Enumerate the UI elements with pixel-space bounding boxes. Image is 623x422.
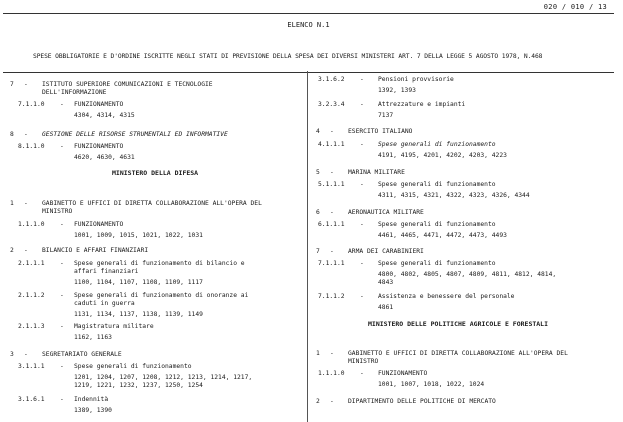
item-label: FUNZIONAMENTO	[74, 221, 124, 228]
item-label: Spese generali di funzionamento	[378, 181, 496, 188]
item-chapters: 4461, 4465, 4471, 4472, 4473, 4493	[378, 232, 507, 239]
item-chapters: 4861	[378, 304, 394, 311]
page-number: 020 / 010 / 13	[543, 3, 607, 11]
item-label: Spese generali di funzionamento di bilancio e	[74, 260, 245, 267]
section-dash: -	[24, 351, 28, 358]
item-label: Attrezzature e impianti	[378, 101, 466, 108]
item-label: FUNZIONAMENTO	[74, 143, 124, 150]
item-dash: -	[360, 141, 364, 148]
section-title: GESTIONE DELLE RISORSE STRUMENTALI ED INFORMATIVE	[42, 131, 228, 138]
item-dash: -	[60, 292, 64, 299]
item-label: Spese generali di funzionamento	[378, 221, 496, 228]
item-label: Assistenza e benessere del personale	[378, 293, 515, 300]
item-dash: -	[360, 370, 364, 377]
item-chapters: 4800, 4802, 4805, 4807, 4809, 4811, 4812, 4814,	[378, 271, 557, 278]
item-label: Spese generali di funzionamento	[74, 363, 192, 370]
item-code: 5.1.1.1	[318, 181, 345, 188]
section-number: 4	[316, 128, 320, 135]
section-dash: -	[330, 128, 334, 135]
section-number: 6	[316, 209, 320, 216]
item-label: Indennità	[74, 396, 109, 403]
item-chapters: 4620, 4630, 4631	[74, 154, 135, 161]
ministry-title: MINISTERO DELLE POLITICHE AGRICOLE E FORESTALI	[368, 320, 549, 328]
item-chapters: 1001, 1009, 1015, 1021, 1022, 1031	[74, 232, 203, 239]
item-chapters: 1001, 1007, 1018, 1022, 1024	[378, 381, 485, 388]
section-title: GABINETTO E UFFICI DI DIRETTA COLLABORAZIONE ALL'OPERA DEL	[348, 350, 568, 357]
item-dash: -	[360, 101, 364, 108]
item-dash: -	[60, 363, 64, 370]
column-divider	[307, 71, 308, 422]
item-dash: -	[60, 221, 64, 228]
item-dash: -	[60, 396, 64, 403]
item-code: 6.1.1.1	[318, 221, 345, 228]
section-dash: -	[330, 248, 334, 255]
section-dash: -	[24, 200, 28, 207]
item-chapters: 1201, 1204, 1207, 1208, 1212, 1213, 1214, 1217,	[74, 374, 253, 381]
item-label-cont: affari finanziari	[74, 268, 139, 275]
document-title: ELENCO N.1	[287, 21, 330, 29]
section-dash: -	[24, 131, 28, 138]
section-number: 3	[10, 351, 14, 358]
item-chapters: 1392, 1393	[378, 87, 416, 94]
section-dash: -	[24, 81, 28, 88]
item-code: 7.1.1.1	[318, 260, 345, 267]
section-dash: -	[24, 247, 28, 254]
item-label: Spese generali di funzionamento di onoranze ai	[74, 292, 249, 299]
section-title: DIPARTIMENTO DELLE POLITICHE DI MERCATO	[348, 398, 496, 405]
item-chapters: 1100, 1104, 1107, 1108, 1109, 1117	[74, 279, 203, 286]
section-number: 2	[10, 247, 14, 254]
item-chapters: 4311, 4315, 4321, 4322, 4323, 4326, 4344	[378, 192, 530, 199]
item-code: 3.1.1.1	[18, 363, 45, 370]
item-code: 3.2.3.4	[318, 101, 345, 108]
section-title: ESERCITO ITALIANO	[348, 128, 413, 135]
item-chapters: 1162, 1163	[74, 334, 112, 341]
section-title: SEGRETARIATO GENERALE	[42, 351, 122, 358]
section-title-cont: DELL'INFORMAZIONE	[42, 89, 107, 96]
section-number: 7	[316, 248, 320, 255]
item-chapters: 1389, 1390	[74, 407, 112, 414]
document-header	[3, 13, 614, 73]
section-title-cont: MINISTRO	[42, 208, 73, 215]
item-label: FUNZIONAMENTO	[378, 370, 428, 377]
section-dash: -	[330, 209, 334, 216]
item-code: 4.1.1.1	[318, 141, 345, 148]
item-code: 2.1.1.2	[18, 292, 45, 299]
item-chapters: 4304, 4314, 4315	[74, 112, 135, 119]
item-dash: -	[360, 76, 364, 83]
item-label: Spese generali di funzionamento	[378, 141, 496, 148]
section-title-cont: MINISTRO	[348, 358, 379, 365]
item-code: 8.1.1.0	[18, 143, 45, 150]
item-label: Magistratura militare	[74, 323, 154, 330]
item-code: 7.1.1.2	[318, 293, 345, 300]
item-code: 1.1.1.0	[18, 221, 45, 228]
item-chapters: 1131, 1134, 1137, 1138, 1139, 1149	[74, 311, 203, 318]
item-chapters-cont: 1219, 1221, 1232, 1237, 1250, 1254	[74, 382, 203, 389]
section-number: 1	[10, 200, 14, 207]
section-number: 8	[10, 131, 14, 138]
item-label: FUNZIONAMENTO	[74, 101, 124, 108]
item-code: 7.1.1.0	[18, 101, 45, 108]
document-subtitle: SPESE OBBLIGATORIE E D'ORDINE ISCRITTE NEGLI STATI DI PREVISIONE DELLA SPESA DEI DIVERSI MINISTERI ART. 7 DELLA LEGGE 5 AGOSTO 1978, N.468	[33, 53, 543, 60]
section-dash: -	[330, 350, 334, 357]
item-dash: -	[360, 293, 364, 300]
item-chapters-cont: 4843	[378, 279, 394, 286]
item-code: 3.1.6.2	[318, 76, 345, 83]
item-dash: -	[360, 221, 364, 228]
item-dash: -	[60, 101, 64, 108]
ministry-title: MINISTERO DELLA DIFESA	[112, 169, 199, 177]
section-title: GABINETTO E UFFICI DI DIRETTA COLLABORAZIONE ALL'OPERA DEL	[42, 200, 262, 207]
section-dash: -	[330, 398, 334, 405]
item-code: 2.1.1.1	[18, 260, 45, 267]
item-label: Spese generali di funzionamento	[378, 260, 496, 267]
item-code: 1.1.1.0	[318, 370, 345, 377]
section-title: BILANCIO E AFFARI FINANZIARI	[42, 247, 149, 254]
item-dash: -	[60, 260, 64, 267]
item-dash: -	[60, 323, 64, 330]
section-number: 5	[316, 169, 320, 176]
item-label: Pensioni provvisorie	[378, 76, 454, 83]
item-chapters: 7137	[378, 112, 394, 119]
item-dash: -	[60, 143, 64, 150]
section-number: 1	[316, 350, 320, 357]
section-dash: -	[330, 169, 334, 176]
section-title: ARMA DEI CARABINIERI	[348, 248, 424, 255]
item-dash: -	[360, 260, 364, 267]
section-title: AERONAUTICA MILITARE	[348, 209, 424, 216]
section-title: ISTITUTO SUPERIORE COMUNICAZIONI E TECNOLOGIE	[42, 81, 213, 88]
item-label-cont: caduti in guerra	[74, 300, 135, 307]
item-chapters: 4191, 4195, 4201, 4202, 4203, 4223	[378, 152, 507, 159]
item-code: 3.1.6.1	[18, 396, 45, 403]
section-title: MARINA MILITARE	[348, 169, 405, 176]
item-dash: -	[360, 181, 364, 188]
section-number: 7	[10, 81, 14, 88]
section-number: 2	[316, 398, 320, 405]
item-code: 2.1.1.3	[18, 323, 45, 330]
